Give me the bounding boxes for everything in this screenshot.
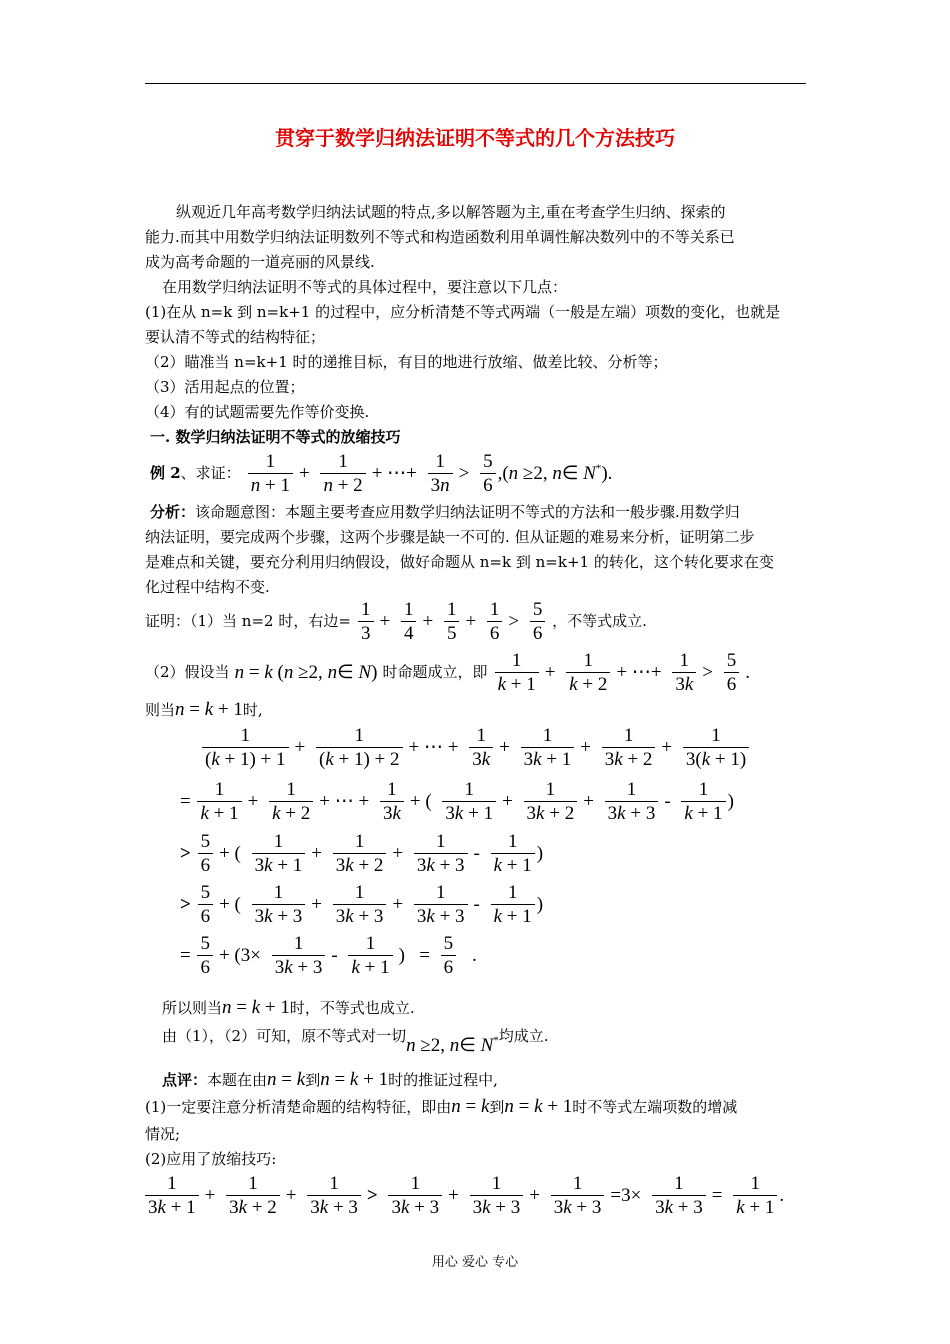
proof-step-1: 证明：（1）当 n=2 时，右边= $\frac{1}{3}$ + $\frac{1}{4}$ + $\frac{1}{5}$ + $\frac{1}{6}$ > $\frac{5}{6}$ ，不等式成立.: [145, 599, 647, 644]
analysis-line-2: 纳法证明，要完成两个步骤，这两个步骤是缺一不可的. 但从证题的难易来分析，证明第二步: [145, 528, 755, 546]
analysis-line-4: 化过程中结构不变.: [145, 578, 270, 596]
analysis-line-1: 分析：该命题意图：本题主要考查应用数学归纳法证明不等式的方法和一般步骤.用数学归: [150, 503, 740, 521]
intro-line-1: 纵观近几年高考数学归纳法试题的特点,多以解答题为主,重在考查学生归纳、探索的: [176, 203, 726, 221]
analysis-line-3: 是难点和关键，要充分利用归纳假设，做好命题从 n=k 到 n=k+1 的转化，这个转化要求在变: [145, 553, 774, 571]
point-4: （4）有的试题需要先作等价变换.: [145, 403, 370, 421]
example-2: [150, 450, 612, 497]
comment-line: 点评：本题在由n = k到n = k + 1时的推证过程中,: [162, 1069, 498, 1090]
derivation-line-4: > $\frac{5}{6}$ + ( $\frac{1}{3k + 3}$ + $\frac{1}{3k + 3}$ + $\frac{1}{3k + 3}$ - $\frac{1}{k + 1}$ ): [180, 882, 544, 927]
point-1-line-1: (1)在从 n=k 到 n=k+1 的过程中，应分析清楚不等式两端（一般是左端）项数的变化，也就是: [145, 303, 781, 321]
example-label: 例 2: [150, 464, 181, 483]
scaling-formula: $\frac{1}{3k + 1}$ + $\frac{1}{3k + 2}$ + $\frac{1}{3k + 3}$ > $\frac{1}{3k + 3}$ + $\frac{1}{3k + 3}$ + $\frac{1}{3k + 3}$ =3× $\frac{1}{3k + 3}$ = $\frac{1}{k + 1}$ .: [143, 1172, 784, 1219]
conclusion-2: 由（1），（2）可知，原不等式对一切n ≥2, n∈ N*均成立.: [162, 1027, 549, 1056]
comment-2: (2)应用了放缩技巧:: [145, 1150, 277, 1168]
comment-1: (1)一定要注意分析清楚命题的结构特征，即由n = k到n = k + 1时不等式左端项数的增减: [145, 1096, 738, 1117]
derivation-line-5: = $\frac{5}{6}$ + (3× $\frac{1}{3k + 3}$ - $\frac{1}{k + 1}$ ) = $\frac{5}{6}$ .: [180, 933, 477, 978]
comment-label: 点评：: [162, 1071, 208, 1089]
conclusion-1: 所以则当n = k + 1时，不等式也成立.: [162, 997, 415, 1018]
then-when: 则当n = k + 1时,: [145, 699, 263, 720]
example-formula: $\frac{1}{n + 1}$ + $\frac{1}{n + 2}$ + ⋯+ $\frac{1}{3n}$ > $\frac{5}{6}$ ,(n ≥2, n∈ N*).: [246, 462, 613, 483]
proof-step-2: （2）假设当 n = k (n ≥2, n∈ N) 时命题成立，即 $\frac{1}{k + 1}$ + $\frac{1}{k + 2}$ + ⋯+ $\frac{1}{3k}$ > $\frac{5}{6}$ .: [145, 650, 750, 695]
analysis-label: 分析：: [150, 503, 196, 521]
point-3: （3）活用起点的位置；: [145, 378, 305, 396]
comment-1-tail: 情况;: [145, 1125, 181, 1143]
section-heading: 一. 数学归纳法证明不等式的放缩技巧: [150, 428, 401, 446]
document-title: 贯穿于数学归纳法证明不等式的几个方法技巧: [275, 126, 675, 150]
point-1-line-2: 要认清不等式的结构特征；: [145, 328, 326, 346]
derivation-line-2: = $\frac{1}{k + 1}$ + $\frac{1}{k + 2}$ + ⋯ + $\frac{1}{3k}$ + ( $\frac{1}{3k + 1}$ + $\frac{1}{3k + 2}$ + $\frac{1}{3k + 3}$ - $\frac{1}{k + 1}$ ): [180, 779, 734, 824]
intro-line-3: 成为高考命题的一道亮丽的风景线.: [145, 253, 375, 271]
derivation-line-1: $\frac{1}{(k + 1) + 1}$ + $\frac{1}{(k + 1) + 2}$ + ⋯ + $\frac{1}{3k}$ + $\frac{1}{3k + 1}$ + $\frac{1}{3k + 2}$ + $\frac{1}{3(k + 1)}$: [200, 724, 751, 771]
example-prompt: 、求证：: [180, 464, 241, 483]
points-lead: 在用数学归纳法证明不等式的具体过程中，要注意以下几点：: [162, 278, 568, 296]
page-footer: 用心 爱心 专心: [431, 1255, 519, 1270]
intro-line-2: 能力.而其中用数学归纳法证明数列不等式和构造函数利用单调性解决数列中的不等关系已: [145, 228, 735, 246]
derivation-line-3: > $\frac{5}{6}$ + ( $\frac{1}{3k + 1}$ + $\frac{1}{3k + 2}$ + $\frac{1}{3k + 3}$ - $\frac{1}{k + 1}$ ): [180, 831, 544, 876]
point-2: （2）瞄准当 n=k+1 时的递推目标，有目的地进行放缩、做差比较、分析等；: [145, 353, 668, 371]
header-rule: [145, 83, 806, 84]
